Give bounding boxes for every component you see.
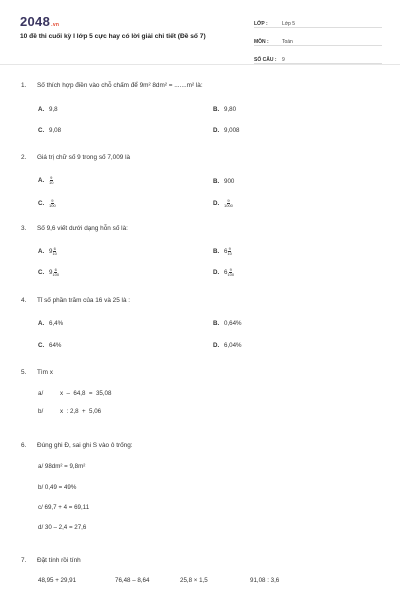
meta-label: MÔN : (254, 39, 269, 45)
calc-item-2: 76,48 – 8,64 (115, 577, 150, 584)
meta-label: SỐ CÂU : (254, 57, 277, 63)
equation: x – 64,8 = 35,08 (60, 390, 112, 397)
option-c[interactable] (38, 342, 61, 349)
option-letter: D. (213, 127, 220, 134)
option-a[interactable] (38, 106, 58, 113)
question-1 (21, 82, 203, 89)
question-5 (21, 369, 53, 376)
denominator: 100 (227, 272, 235, 277)
question-text: Số 9,6 viết dưới dạng hỗn số là: (37, 225, 128, 232)
option-d[interactable] (213, 342, 242, 349)
logo-suffix: .vn (51, 22, 60, 28)
page-title: 10 đề thi cuối kỳ I lớp 5 cực hay có lời giải chi tiết (Đề số 7) (20, 33, 206, 40)
numerator: 9 (50, 175, 53, 180)
question-6 (21, 442, 133, 449)
question-number: 2. (21, 154, 27, 161)
statement-a: a/ 98dm² = 9,8m² (38, 463, 86, 470)
question-text: Số thích hợp điền vào chỗ chấm để 9m² 8dm² = .......m² là: (37, 82, 203, 89)
statement-d: d/ 30 – 2,4 = 27,6 (38, 524, 87, 531)
meta-value: 9 (282, 57, 285, 63)
option-a[interactable] (38, 176, 53, 185)
option-c[interactable] (38, 199, 56, 208)
subquestion-b (38, 408, 101, 415)
equation: x : 2,8 + 5,06 (60, 408, 102, 415)
question-text: Đúng ghi Đ, sai ghi S vào ô trống: (37, 442, 133, 449)
option-value: 0,64% (224, 320, 242, 327)
statement-c: c/ 69,7 + 4 = 69,11 (38, 504, 90, 511)
fraction (52, 247, 56, 256)
logo-text: 2048 (20, 14, 51, 29)
option-a[interactable] (38, 247, 57, 256)
denominator: 1000 (224, 203, 233, 208)
option-c[interactable] (38, 268, 59, 277)
sub-label: a/ (38, 390, 44, 397)
meta-row-count (254, 52, 382, 64)
denominator: 10 (52, 251, 57, 256)
numerator: 9 (51, 198, 54, 203)
question-number: 6. (21, 442, 27, 449)
option-letter: C. (38, 200, 45, 208)
question-number: 5. (21, 369, 27, 376)
meta-label: LỚP : (254, 21, 268, 27)
site-logo[interactable] (20, 14, 59, 29)
calc-item-4: 91,08 : 3,6 (250, 577, 280, 584)
calc-item-1: 48,95 + 29,91 (38, 577, 77, 584)
option-letter: B. (213, 178, 220, 185)
option-d[interactable] (213, 127, 239, 134)
option-value: 9,80 (224, 106, 237, 113)
option-letter: A. (38, 320, 45, 327)
question-7 (21, 557, 81, 564)
header-divider (0, 64, 400, 65)
mixed-whole: 9 (49, 269, 53, 277)
denominator: 100 (52, 272, 60, 277)
option-value: 64% (49, 342, 62, 349)
fraction (49, 176, 53, 185)
option-letter: B. (213, 320, 220, 327)
question-3 (21, 225, 128, 232)
question-text: Đặt tính rồi tính (37, 557, 81, 564)
mixed-whole: 6 (224, 269, 228, 277)
meta-row-class (254, 16, 382, 28)
option-letter: B. (213, 248, 220, 256)
option-letter: B. (213, 106, 220, 113)
subquestion-a (38, 390, 111, 397)
question-4 (21, 297, 130, 304)
question-2 (21, 154, 130, 161)
option-b[interactable] (213, 320, 242, 327)
option-letter: C. (38, 342, 45, 349)
numerator: 9 (228, 246, 231, 251)
option-value: 9,08 (49, 127, 62, 134)
option-c[interactable] (38, 127, 61, 134)
numerator: 9 (229, 267, 232, 272)
option-letter: C. (38, 269, 45, 277)
option-letter: A. (38, 248, 45, 256)
mixed-whole: 9 (49, 248, 53, 256)
sub-label: b/ (38, 408, 44, 415)
fraction (52, 268, 59, 277)
question-number: 7. (21, 557, 27, 564)
option-a[interactable] (38, 320, 63, 327)
denominator: 10 (227, 251, 232, 256)
option-b[interactable] (213, 178, 234, 185)
fraction (227, 268, 234, 277)
option-letter: A. (38, 106, 45, 113)
meta-row-subject (254, 34, 382, 46)
option-letter: D. (213, 342, 220, 349)
exam-meta (254, 16, 382, 70)
fraction (224, 199, 233, 208)
numerator: 6 (53, 246, 56, 251)
question-number: 1. (21, 82, 27, 89)
meta-value: Lớp 5 (282, 21, 296, 27)
fraction (49, 199, 56, 208)
statement-b: b/ 0,49 = 49% (38, 484, 77, 491)
mixed-whole: 6 (224, 248, 228, 256)
denominator: 10 (49, 180, 54, 185)
option-value: 6,04% (224, 342, 242, 349)
denominator: 100 (49, 203, 56, 208)
option-d[interactable] (213, 199, 233, 208)
option-d[interactable] (213, 268, 234, 277)
option-letter: D. (213, 200, 220, 208)
option-value: 900 (224, 178, 235, 185)
numerator: 9 (227, 198, 230, 203)
question-text: Tỉ số phần trăm của 16 và 25 là : (37, 297, 131, 304)
option-b[interactable] (213, 106, 236, 113)
question-text: Tìm x (37, 369, 53, 376)
option-value: 9,008 (224, 127, 240, 134)
calc-item-3: 25,8 × 1,5 (180, 577, 208, 584)
numerator: 6 (54, 267, 57, 272)
question-text: Giá trị chữ số 9 trong số 7,009 là (37, 154, 131, 161)
option-value: 6,4% (49, 320, 64, 327)
question-number: 3. (21, 225, 27, 232)
meta-value: Toán (282, 39, 293, 45)
option-value: 9,8 (49, 106, 58, 113)
fraction (227, 247, 231, 256)
question-number: 4. (21, 297, 27, 304)
option-letter: A. (38, 177, 45, 185)
option-letter: C. (38, 127, 45, 134)
option-b[interactable] (213, 247, 232, 256)
option-letter: D. (213, 269, 220, 277)
